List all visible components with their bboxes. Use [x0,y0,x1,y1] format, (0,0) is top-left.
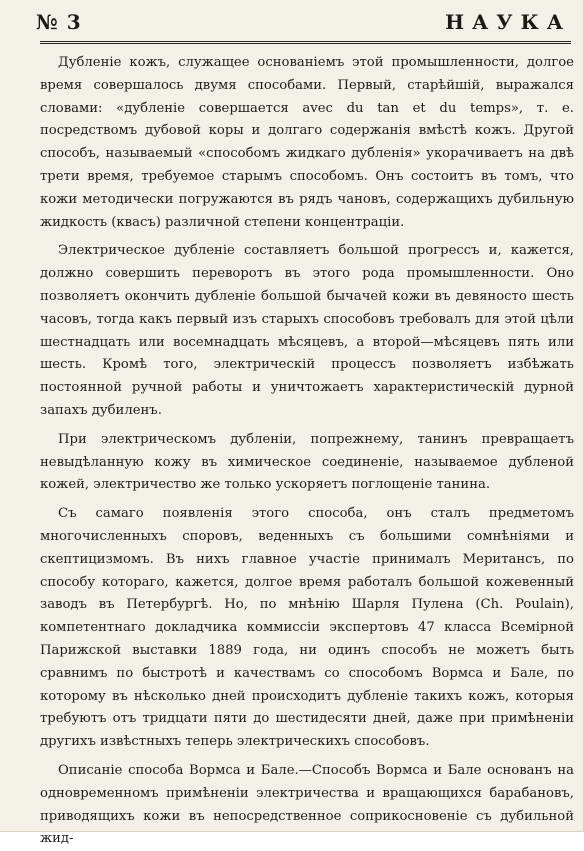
page-header [30,6,571,36]
paragraph-history: Съ самаго появленія этого способа, онъ сталъ предметомъ многочисленныхъ споровъ, веденныхъ съ большими сомнѣніями и скептицизмомъ. Въ нихъ главное участіе принималъ Меритансъ, по способу котораго, кажется, долгое время работалъ большой кожевенный заводъ въ Петербургѣ. Но, по мнѣнію Шарля Пулена (Ch. Poulain), компетентнаго докладчика коммиссіи экспертовъ 47 класса Всемірной Парижской выставки 1889 года, ни одинъ способъ не можетъ быть сравнимъ по быстротѣ и качествамъ со способомъ Вормса и Бале, по которому въ нѣсколько дней происходитъ дубленіе такихъ кожъ, которыя требуютъ отъ тридцати пяти до шестидесяти дней, даже при примѣненіи другихъ извѣстныхъ теперь электрическихъ способовъ. [40,506,574,750]
paragraph-tanning-methods: Дубленіе кожъ, служащее основаніемъ этой промышленности, долгое время совершалось двумя способами. Первый, старѣйшій, выражался словами: «дубленіе совершается avec du tan et du temps», т. е. посредствомъ дубовой коры и долгаго содержанія вмѣстѣ кожъ. Другой способъ, называемый «способомъ жидкаго дубленія» укорачиваетъ на двѣ трети время, требуемое старымъ способомъ. Онъ состоитъ въ томъ, что кожи методически погружаются въ рядъ чановъ, содержащихъ дубильную жидкость (квасъ) различной степени концентраціи. [40,55,574,230]
issue-number: № 3 [36,10,82,34]
paragraph-electric-tanning: Электрическое дубленіе составляетъ большой прогрессъ и, кажется, должно совершить переворотъ въ этого рода промышленности. Оно позволяетъ окончить дубленіе большой бычачей кожи въ девяносто шесть часовъ, тогда какъ первый изъ старыхъ способовъ требовалъ для этой цѣли шестнадцать или восемнадцать мѣсяцевъ, а второй—мѣсяцевъ пять или шесть. Кромѣ того, электрическій процессъ позволяетъ избѣжать постоянной ручной работы и уничтожаетъ характеристическій дурной запахъ дубиленъ. [40,243,574,418]
paragraph-tannin: При электрическомъ дубленіи, попрежнему, танинъ превращаетъ невыдѣланную кожу въ химическое соединеніе, называемое дубленой кожей, электричество же только ускоряетъ поглощеніе танина. [40,431,574,493]
header-rule [40,41,571,44]
journal-title: НАУКА [445,10,571,34]
paragraph-worms-bale: Описаніе способа Вормса и Бале.—Способъ Вормса и Бале основанъ на одновременномъ примѣненіи электричества и вращающихся барабановъ, приводящихъ кожи въ непосредственное соприкосновеніе съ дубильной жид- [40,762,574,847]
article-body [40,52,574,851]
